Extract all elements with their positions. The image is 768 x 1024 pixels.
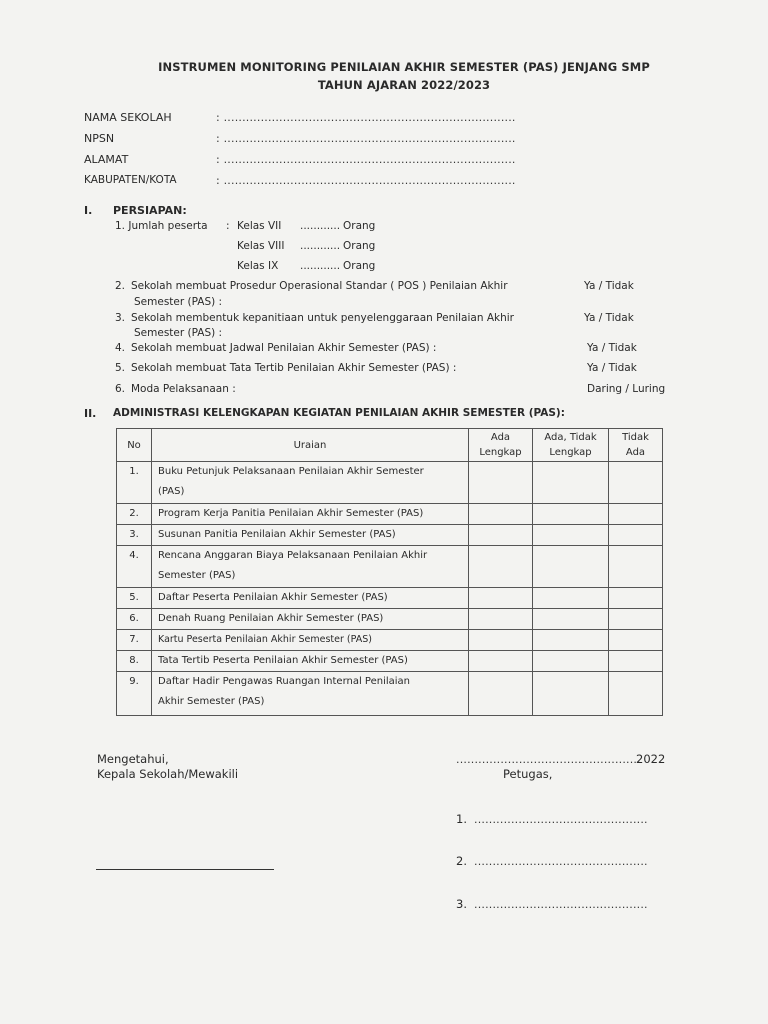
table-row (117, 546, 663, 588)
identity-label-kabupaten: KABUPATEN/KOTA (84, 174, 177, 186)
item3-text-line2: Semester (PAS) : (134, 327, 223, 339)
cell-tidak-ada[interactable] (609, 672, 663, 716)
row-number: 5. (117, 588, 152, 609)
row-number: 4. (117, 546, 152, 588)
row-number: 1. (117, 462, 152, 504)
cell-ada-lengkap[interactable] (469, 672, 533, 716)
row-uraian-line2: Akhir Semester (PAS) (158, 696, 265, 707)
cell-ada-tidak-lengkap[interactable] (533, 504, 609, 525)
row-uraian-line1: Daftar Hadir Pengawas Ruangan Internal Penilaian (158, 676, 411, 687)
cell-ada-tidak-lengkap[interactable] (533, 462, 609, 504)
item4-text: Sekolah membuat Jadwal Penilaian Akhir Semester (PAS) : (131, 342, 437, 354)
row-uraian-line1: Buku Petunjuk Pelaksanaan Penilaian Akhir Semester (158, 466, 424, 477)
table-row (117, 462, 663, 504)
cell-ada-tidak-lengkap[interactable] (533, 609, 609, 630)
item4-number: 4. (115, 342, 126, 354)
column-header-ada-lengkap-line2: Lengkap (479, 447, 522, 458)
column-header-ada-lengkap (469, 429, 533, 462)
row-uraian (152, 672, 469, 716)
table-row (117, 588, 663, 609)
cell-tidak-ada[interactable] (609, 504, 663, 525)
item3-answer[interactable]: Ya / Tidak (584, 312, 634, 324)
column-header-ada-tidak-lengkap-line1: Ada, Tidak (544, 432, 597, 443)
column-header-ada-tidak-lengkap (533, 429, 609, 462)
item2-number: 2. (115, 280, 126, 292)
row-number: 6. (117, 609, 152, 630)
cell-ada-lengkap[interactable] (469, 609, 533, 630)
table-row (117, 504, 663, 525)
identity-value-kabupaten[interactable]: : ............................................................................... (216, 174, 516, 187)
item3-number: 3. (115, 312, 126, 324)
table-row (117, 630, 663, 651)
cell-ada-lengkap[interactable] (469, 525, 533, 546)
petugas-label: Petugas, (503, 767, 553, 781)
row-uraian (152, 462, 469, 504)
identity-value-npsn[interactable]: : ............................................................................... (216, 132, 516, 145)
table-row (117, 672, 663, 716)
petugas-3-number: 3. (456, 897, 467, 911)
row-number: 7. (117, 630, 152, 651)
column-header-uraian: Uraian (152, 429, 469, 462)
kepala-signature-line[interactable] (96, 869, 274, 870)
column-header-no: No (117, 429, 152, 462)
cell-tidak-ada[interactable] (609, 588, 663, 609)
row-uraian-line2: Semester (PAS) (158, 570, 236, 581)
column-header-ada-lengkap-line1: Ada (490, 432, 511, 443)
row-uraian: Denah Ruang Penilaian Akhir Semester (PAS) (152, 609, 469, 630)
kelas-vii-unit: Orang (343, 220, 376, 232)
cell-ada-lengkap[interactable] (469, 546, 533, 588)
row-number: 3. (117, 525, 152, 546)
kelas-viii-dots[interactable]: ............ (300, 240, 341, 252)
cell-tidak-ada[interactable] (609, 630, 663, 651)
cell-ada-lengkap[interactable] (469, 630, 533, 651)
kelas-viii-label: Kelas VIII (237, 240, 285, 252)
item3-text-line1: Sekolah membentuk kepanitiaan untuk penyelenggaraan Penilaian Akhir (131, 312, 514, 324)
jumlah-peserta-label: 1. Jumlah peserta (115, 220, 208, 232)
administration-table (116, 428, 663, 716)
row-uraian-line1: Rencana Anggaran Biaya Pelaksanaan Penilaian Akhir (158, 550, 428, 561)
kelas-vii-label: Kelas VII (237, 220, 282, 232)
signature-year: 2022 (636, 752, 666, 766)
jumlah-peserta-colon: : (226, 220, 230, 232)
row-uraian: Kartu Peserta Penilaian Akhir Semester (PAS) (152, 630, 469, 651)
row-uraian (152, 546, 469, 588)
item5-number: 5. (115, 362, 126, 374)
row-uraian: Daftar Peserta Penilaian Akhir Semester (PAS) (152, 588, 469, 609)
identity-label-npsn: NPSN (84, 132, 115, 145)
cell-ada-tidak-lengkap[interactable] (533, 651, 609, 672)
petugas-1-dots[interactable]: ............................................... (474, 813, 648, 826)
cell-ada-tidak-lengkap[interactable] (533, 630, 609, 651)
cell-ada-tidak-lengkap[interactable] (533, 672, 609, 716)
cell-ada-lengkap[interactable] (469, 651, 533, 672)
cell-tidak-ada[interactable] (609, 525, 663, 546)
table-row (117, 609, 663, 630)
kelas-ix-unit: Orang (343, 260, 376, 272)
row-uraian: Susunan Panitia Penilaian Akhir Semester (PAS) (152, 525, 469, 546)
identity-label-alamat: ALAMAT (84, 153, 129, 166)
item5-answer[interactable]: Ya / Tidak (587, 362, 637, 374)
identity-value-nama-sekolah[interactable]: : ............................................................................... (216, 111, 516, 124)
item2-answer[interactable]: Ya / Tidak (584, 280, 634, 292)
item2-text-line1: Sekolah membuat Prosedur Operasional Standar ( POS ) Penilaian Akhir (131, 280, 508, 292)
section1-heading: PERSIAPAN: (113, 204, 187, 217)
row-uraian: Program Kerja Panitia Penilaian Akhir Semester (PAS) (152, 504, 469, 525)
item6-text: Moda Pelaksanaan : (131, 383, 236, 395)
cell-ada-lengkap[interactable] (469, 462, 533, 504)
section2-number: II. (84, 407, 97, 420)
cell-ada-lengkap[interactable] (469, 588, 533, 609)
petugas-3-dots[interactable]: ............................................... (474, 898, 648, 911)
cell-ada-lengkap[interactable] (469, 504, 533, 525)
row-number: 8. (117, 651, 152, 672)
column-header-ada-tidak-lengkap-line2: Lengkap (549, 447, 592, 458)
kelas-ix-label: Kelas IX (237, 260, 279, 272)
kelas-ix-dots[interactable]: ............ (300, 260, 341, 272)
cell-ada-tidak-lengkap[interactable] (533, 546, 609, 588)
item6-number: 6. (115, 383, 126, 395)
table-row (117, 651, 663, 672)
cell-tidak-ada[interactable] (609, 651, 663, 672)
row-number: 9. (117, 672, 152, 716)
cell-ada-tidak-lengkap[interactable] (533, 525, 609, 546)
column-header-tidak-ada-line1: Tidak (622, 432, 649, 443)
cell-tidak-ada[interactable] (609, 609, 663, 630)
table-row (117, 525, 663, 546)
row-uraian-line2: (PAS) (158, 486, 185, 497)
date-place-dots[interactable]: .................................................. (456, 753, 641, 766)
section1-number: I. (84, 204, 93, 217)
petugas-2-dots[interactable]: ............................................... (474, 855, 648, 868)
item4-answer[interactable]: Ya / Tidak (587, 342, 637, 354)
kelas-vii-dots[interactable]: ............ (300, 220, 341, 232)
item5-text: Sekolah membuat Tata Tertib Penilaian Akhir Semester (PAS) : (131, 362, 457, 374)
item2-text-line2: Semester (PAS) : (134, 296, 223, 308)
cell-tidak-ada[interactable] (609, 546, 663, 588)
item6-answer[interactable]: Daring / Luring (587, 383, 666, 395)
cell-tidak-ada[interactable] (609, 462, 663, 504)
column-header-tidak-ada (609, 429, 663, 462)
document-title-line2: TAHUN AJARAN 2022/2023 (317, 78, 491, 92)
petugas-2-number: 2. (456, 854, 467, 868)
kelas-viii-unit: Orang (343, 240, 376, 252)
column-header-tidak-ada-line2: Ada (625, 447, 646, 458)
kepala-sekolah-label: Kepala Sekolah/Mewakili (97, 767, 239, 781)
petugas-1-number: 1. (456, 812, 467, 826)
mengetahui-label: Mengetahui, (97, 752, 169, 766)
table-header-row (117, 429, 663, 462)
row-uraian: Tata Tertib Peserta Penilaian Akhir Semester (PAS) (152, 651, 469, 672)
section2-heading: ADMINISTRASI KELENGKAPAN KEGIATAN PENILAIAN AKHIR SEMESTER (PAS): (113, 407, 565, 419)
row-number: 2. (117, 504, 152, 525)
cell-ada-tidak-lengkap[interactable] (533, 588, 609, 609)
identity-value-alamat[interactable]: : ............................................................................... (216, 153, 516, 166)
identity-label-nama-sekolah: NAMA SEKOLAH (84, 111, 172, 124)
document-title-line1: INSTRUMEN MONITORING PENILAIAN AKHIR SEMESTER (PAS) JENJANG SMP (158, 60, 650, 74)
